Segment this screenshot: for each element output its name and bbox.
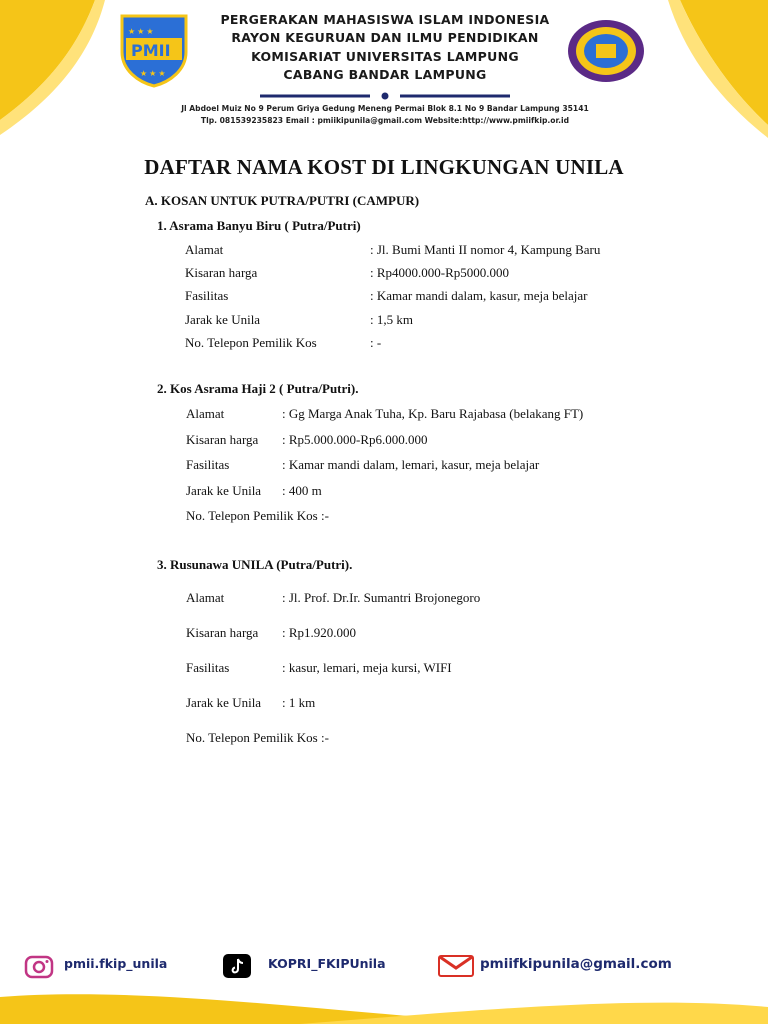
row-label: Fasilitas xyxy=(185,288,229,303)
row-value: : Jl. Prof. Dr.Ir. Sumantri Brojonegoro xyxy=(282,590,481,605)
footer-tiktok: KOPRI_FKIPUnila xyxy=(268,956,386,971)
row-label: No. Telepon Pemilik Kos :- xyxy=(186,508,329,523)
top-right-swoosh xyxy=(640,0,768,140)
row-label: Jarak ke Unila xyxy=(185,312,261,327)
svg-text:★ ★ ★: ★ ★ ★ xyxy=(128,27,154,36)
org-line-4: CABANG BANDAR LAMPUNG xyxy=(283,67,487,82)
row-label: Kisaran harga xyxy=(186,432,259,447)
document-title: DAFTAR NAMA KOST DI LINGKUNGAN UNILA xyxy=(144,155,624,179)
row-value: : Rp4000.000-Rp5000.000 xyxy=(370,265,510,280)
row-label: Alamat xyxy=(186,406,225,421)
gmail-icon xyxy=(438,954,474,978)
row-label: Kisaran harga xyxy=(185,265,258,280)
top-left-swoosh xyxy=(0,0,130,140)
footer-instagram: pmii.fkip_unila xyxy=(64,956,168,971)
row-value: : 400 m xyxy=(282,483,322,498)
row-value: : 1 km xyxy=(282,695,316,710)
letterhead-divider xyxy=(260,92,510,100)
row-value: : kasur, lemari, meja kursi, WIFI xyxy=(282,660,452,675)
section-heading: A. KOSAN UNTUK PUTRA/PUTRI (CAMPUR) xyxy=(145,193,420,208)
org-line-2: RAYON KEGURUAN DAN ILMU PENDIDIKAN xyxy=(231,30,539,45)
row-value: : Kamar mandi dalam, kasur, meja belajar xyxy=(370,288,588,303)
letterhead-contact: Tlp. 081539235823 Email : pmiikipunila@gmail.com Website:http://www.pmiifkip.or.id xyxy=(200,116,570,125)
org-line-3: KOMISARIAT UNIVERSITAS LAMPUNG xyxy=(251,49,519,64)
tiktok-icon xyxy=(222,953,252,979)
row-value: : - xyxy=(370,335,382,350)
bottom-swoosh xyxy=(0,985,768,1024)
letterhead-address: Jl Abdoel Muiz No 9 Perum Griya Gedung Meneng Permai Blok 8.1 No 9 Bandar Lampung 35141 xyxy=(181,104,589,113)
footer-email: pmiifkipunila@gmail.com xyxy=(480,956,672,972)
row-value: : Kamar mandi dalam, lemari, kasur, meja belajar xyxy=(282,457,540,472)
row-value: : Rp5.000.000-Rp6.000.000 xyxy=(282,432,428,447)
row-value: : 1,5 km xyxy=(370,312,413,327)
pmii-logo-text: PMII xyxy=(131,41,171,60)
item-3-heading: 3. Rusunawa UNILA (Putra/Putri). xyxy=(157,557,353,572)
svg-text:★ ★ ★: ★ ★ ★ xyxy=(140,69,166,78)
row-label: Fasilitas xyxy=(186,457,230,472)
item-2-heading: 2. Kos Asrama Haji 2 ( Putra/Putri). xyxy=(157,381,359,396)
row-label: Alamat xyxy=(185,242,224,257)
row-label: No. Telepon Pemilik Kos :- xyxy=(186,730,329,745)
row-label: No. Telepon Pemilik Kos xyxy=(185,335,317,350)
row-value: : Jl. Bumi Manti II nomor 4, Kampung Baru xyxy=(370,242,601,257)
instagram-icon xyxy=(24,955,54,979)
item-1-heading: 1. Asrama Banyu Biru ( Putra/Putri) xyxy=(157,218,361,233)
row-label: Jarak ke Unila xyxy=(186,483,262,498)
row-label: Kisaran harga xyxy=(186,625,259,640)
org-line-1: PERGERAKAN MAHASISWA ISLAM INDONESIA xyxy=(220,12,550,27)
row-label: Alamat xyxy=(186,590,225,605)
row-value: : Gg Marga Anak Tuha, Kp. Baru Rajabasa (belakang FT) xyxy=(282,406,584,421)
row-label: Fasilitas xyxy=(186,660,230,675)
row-value: : Rp1.920.000 xyxy=(282,625,357,640)
row-label: Jarak ke Unila xyxy=(186,695,262,710)
